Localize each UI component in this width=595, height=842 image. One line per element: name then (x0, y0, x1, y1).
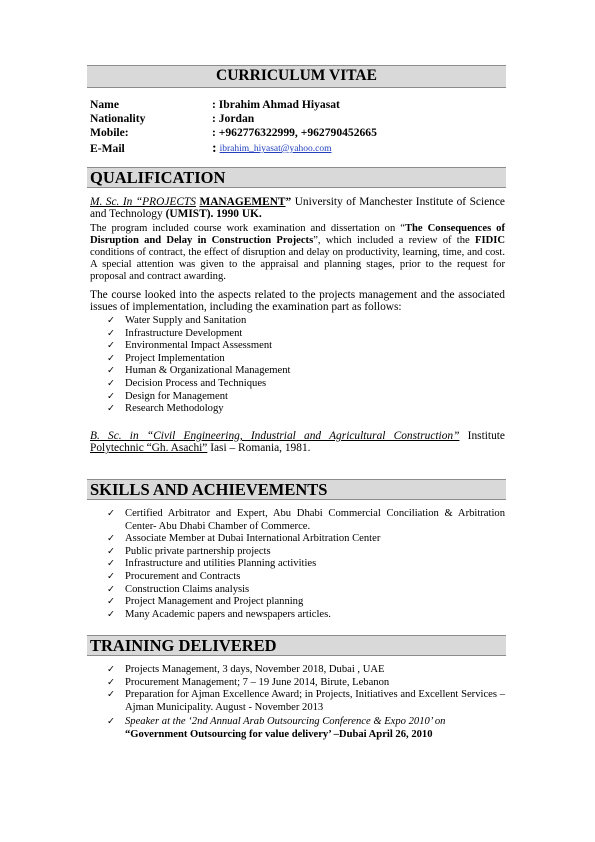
subjects-list (107, 315, 505, 416)
check-icon: ✓ (107, 558, 115, 570)
bsc-institution-3: Iasi – Romania, 1981. (207, 442, 311, 455)
mobile-value: : +962776322999, +962790452665 (212, 126, 377, 139)
nationality-value: : Jordan (212, 112, 255, 125)
list-item: ✓ Research Methodology (107, 403, 224, 415)
check-icon: ✓ (107, 676, 115, 688)
list-item: ✓ Certified Arbitrator and Expert, Abu Dhabi Commercial Conciliation & Arbitration Center- Abu Dhabi Chamber of Commerce. (107, 508, 505, 532)
check-icon: ✓ (107, 664, 115, 675)
list-item: ✓ Associate Member at Dubai International Arbitration Center (107, 533, 381, 545)
list-item: ✓ Project Implementation (107, 352, 225, 364)
email-label: E-Mail (90, 142, 125, 155)
name-value: : Ibrahim Ahmad Hiyasat (212, 98, 340, 111)
msc-paragraph (90, 196, 505, 221)
check-icon: ✓ (107, 716, 115, 728)
check-icon: ✓ (107, 352, 115, 364)
list-item: ✓ Environmental Impact Assessment (107, 340, 273, 352)
email-link[interactable]: ibrahim_hiyasat@yahoo.com (219, 144, 332, 154)
list-item: ✓ Infrastructure and utilities Planning activities (107, 558, 317, 570)
dissertation-title: The Consequences of Disruption and Delay in Construction Projects (90, 223, 505, 246)
check-icon: ✓ (107, 403, 115, 415)
msc-field: MANAGEMENT (199, 196, 286, 208)
check-icon: ✓ (107, 533, 115, 545)
program-text-3: conditions of contract, the effect of disruption and delay on productivity, learning, time, and cost. A special attention was given to the appraisal and planning stages, prior to the request for proposal and contract awarding. (90, 247, 505, 282)
check-icon: ✓ (107, 583, 115, 595)
email-colon: : (212, 141, 217, 156)
msc-quote-end: ” (285, 196, 292, 208)
check-icon: ✓ (107, 508, 115, 519)
qualification-heading-band (87, 167, 506, 188)
nationality-label: Nationality (90, 112, 146, 125)
list-item: ✓ Water Supply and Sanitation (107, 315, 247, 326)
check-icon: ✓ (107, 340, 115, 352)
list-item: ✓ Project Management and Project planning (107, 596, 304, 608)
skills-list (107, 508, 505, 621)
qualification-heading: QUALIFICATION (90, 168, 226, 187)
list-item: ✓ Procurement and Contracts (107, 570, 241, 582)
check-icon: ✓ (107, 608, 115, 620)
check-icon: ✓ (107, 545, 115, 557)
msc-umist: (UMIST). 1990 UK. (165, 208, 262, 221)
cv-title-band (87, 65, 506, 88)
name-label: Name (90, 98, 119, 111)
check-icon: ✓ (107, 689, 115, 701)
check-icon: ✓ (107, 377, 115, 389)
check-icon: ✓ (107, 596, 115, 608)
list-item: ✓ Human & Organizational Management (107, 365, 291, 377)
fidic-label: FIDIC (474, 235, 505, 246)
cv-title: CURRICULUM VITAE (216, 67, 377, 84)
check-icon: ✓ (107, 365, 115, 377)
check-icon: ✓ (107, 315, 115, 326)
email-value-wrap (212, 142, 331, 157)
msc-degree: M. Sc. In “PROJECTS (90, 196, 196, 208)
personal-info (90, 98, 505, 160)
list-item: ✓ Preparation for Ajman Excellence Award; in Projects, Initiatives and Excellent Services – Ajman Municipality. August - November 2013 (107, 689, 505, 713)
speaker-title: “Government Outsourcing for value delivery’ –Dubai April 26, 2010 (125, 728, 433, 740)
skills-heading-band (87, 479, 506, 500)
check-icon: ✓ (107, 570, 115, 582)
speaker-text: Speaker at the ‘2nd Annual Arab Outsourcing Conference & Expo 2010’ on (125, 716, 446, 728)
bsc-institution-2: Polytechnic “Gh. Asachi” (90, 442, 208, 455)
course-intro: The course looked into the aspects related to the projects management and the associated issues of implementation, including the examination part as follows: (90, 289, 505, 314)
list-item: ✓ Construction Claims analysis (107, 583, 250, 595)
list-item: ✓ Design for Management (107, 390, 228, 402)
bsc-institution-1: Institute (459, 430, 505, 442)
program-text-1: The program included course work examination and dissertation on “ (90, 223, 405, 234)
list-item: ✓ Procurement Management; 7 – 19 June 2014, Birute, Lebanon (107, 676, 390, 688)
training-heading: TRAINING DELIVERED (90, 636, 277, 655)
list-item: ✓ Many Academic papers and newspapers articles. (107, 608, 331, 620)
bsc-paragraph (90, 430, 505, 455)
list-item: ✓ Infrastructure Development (107, 327, 243, 339)
list-item: ✓ Decision Process and Techniques (107, 377, 267, 389)
list-item (107, 716, 505, 741)
program-text-2: ”, which included a review of the (313, 235, 475, 246)
training-list (107, 664, 505, 742)
bsc-degree: B. Sc. in “Civil Engineering, Industrial and Agricultural Construction” (90, 430, 460, 442)
skills-heading: SKILLS AND ACHIEVEMENTS (90, 480, 328, 499)
training-heading-band (87, 635, 506, 656)
mobile-label: Mobile: (90, 126, 129, 139)
list-item: ✓ Projects Management, 3 days, November 2018, Dubai , UAE (107, 664, 385, 675)
msc-institution: University of Manchester Institute of Science and Technology (90, 196, 505, 221)
program-paragraph (90, 223, 505, 283)
list-item: ✓ Public private partnership projects (107, 545, 271, 557)
check-icon: ✓ (107, 327, 115, 339)
check-icon: ✓ (107, 390, 115, 402)
